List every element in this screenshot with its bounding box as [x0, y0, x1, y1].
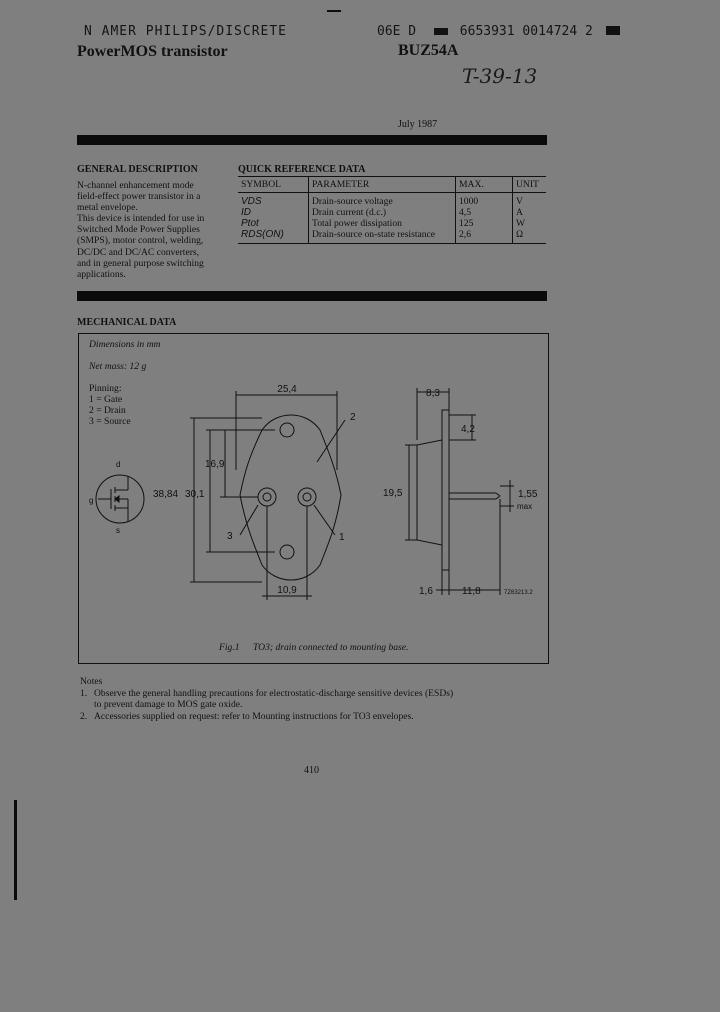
scan-code: 06E D — [377, 24, 417, 39]
scan-edge-mark — [14, 800, 17, 900]
desc-line: metal envelope. — [77, 202, 138, 214]
notes-heading: Notes — [80, 676, 103, 687]
cell-symbol: Ptot — [241, 218, 259, 229]
pinning-item: 1 = Gate — [89, 394, 123, 405]
note-item — [80, 711, 550, 723]
symbol-label-s: s — [116, 526, 120, 535]
dimensions-note: Dimensions in mm — [89, 339, 161, 350]
figure-label: Fig.1 — [219, 642, 240, 653]
to3-flange-side — [442, 410, 449, 570]
cell-unit: W — [513, 218, 547, 229]
desc-line: applications. — [77, 268, 126, 280]
col-unit: UNIT — [513, 177, 547, 193]
symbol-label-g: g — [89, 496, 94, 505]
cell-max: 1000 — [456, 193, 513, 208]
part-number: BUZ54A — [398, 42, 459, 59]
scan-header-text: N AMER PHILIPS/DISCRETE — [84, 24, 288, 39]
drawing-code: 7Z63213.2 — [504, 590, 533, 596]
mosfet-symbol-icon — [96, 475, 144, 523]
cell-parameter: Drain-source on-state resistance — [309, 229, 456, 244]
note-number: 2. — [80, 710, 88, 722]
cell-unit: V — [513, 193, 547, 208]
cell-unit: Ω — [513, 229, 547, 244]
publication-date: July 1987 — [398, 119, 438, 130]
desc-line: Switched Mode Power Supplies — [77, 224, 200, 236]
scan-barcode-text: 6653931 0014724 2 — [459, 24, 593, 39]
pinning-item: 2 = Drain — [89, 405, 126, 416]
pinning-title: Pinning: — [89, 383, 122, 394]
desc-line: (SMPS), motor control, welding, — [77, 235, 204, 247]
desc-line: DC/DC and DC/AC converters, — [77, 246, 200, 258]
col-symbol: SYMBOL — [238, 177, 309, 193]
note-item — [80, 699, 550, 711]
net-mass: Net mass: 12 g — [89, 361, 147, 372]
dim-hole-spacing: 30,1 — [185, 489, 205, 500]
symbol-label-d: d — [116, 460, 121, 469]
col-parameter: PARAMETER — [309, 177, 456, 193]
dim-pin-max: max — [517, 502, 533, 511]
note-number: 1. — [80, 687, 88, 699]
general-description-heading: GENERAL DESCRIPTION — [77, 164, 198, 175]
mechanical-data-heading: MECHANICAL DATA — [77, 317, 177, 328]
dim-hole-offset: 16,9 — [205, 459, 225, 470]
dim-flange: 1,6 — [419, 586, 433, 597]
document-title: PowerMOS transistor — [77, 43, 228, 60]
note-text: Accessories supplied on request: refer to Mounting instructions for TO3 envelopes. — [94, 710, 414, 722]
dim-pin-length: 11,8 — [462, 586, 481, 597]
dim-tab-height: 4,2 — [461, 424, 475, 435]
pin-label-1: 1 — [339, 532, 345, 543]
col-max: MAX. — [456, 177, 513, 193]
desc-line: and in general purpose switching — [77, 257, 204, 269]
quick-reference-heading: QUICK REFERENCE DATA — [238, 164, 366, 175]
desc-line: field-effect power transistor in a — [77, 191, 201, 203]
page-number: 410 — [304, 765, 319, 776]
cell-max: 2,6 — [456, 229, 513, 244]
dim-body-height: 19,5 — [383, 488, 403, 499]
cell-parameter: Total power dissipation — [309, 218, 456, 229]
cell-parameter: Drain-source voltage — [309, 193, 456, 208]
dim-pin-spacing: 10,9 — [277, 585, 297, 596]
note-item — [80, 688, 550, 700]
cell-parameter: Drain current (d.c.) — [309, 207, 456, 218]
cell-symbol: ID — [241, 207, 251, 218]
cell-max: 4,5 — [456, 207, 513, 218]
dim-top-width: 25,4 — [277, 384, 297, 395]
dim-overall-height: 38,84 — [153, 489, 179, 500]
handwritten-annotation: T-39-13 — [462, 64, 538, 88]
desc-line: N-channel enhancement mode — [77, 180, 194, 191]
note-text: to prevent damage to MOS gate oxide. — [94, 699, 243, 711]
cell-symbol: RDS(ON) — [238, 229, 309, 244]
pin-label-3: 3 — [227, 531, 233, 542]
to3-cap-side — [417, 440, 442, 545]
desc-line: This device is intended for use in — [77, 213, 205, 225]
pinning-item: 3 = Source — [89, 416, 131, 427]
pin-label-2: 2 — [350, 412, 356, 423]
cell-max: 125 — [456, 218, 513, 229]
figure-caption: TO3; drain connected to mounting base. — [253, 642, 409, 653]
note-text: Observe the general handling precautions for electrostatic-discharge sensitive devices (ESDs) — [94, 687, 454, 699]
dim-side-depth: 8,3 — [426, 388, 440, 399]
cell-symbol: VDS — [241, 196, 262, 207]
dim-pin-diameter: 1,55 — [518, 489, 538, 500]
cell-unit: A — [513, 207, 547, 218]
